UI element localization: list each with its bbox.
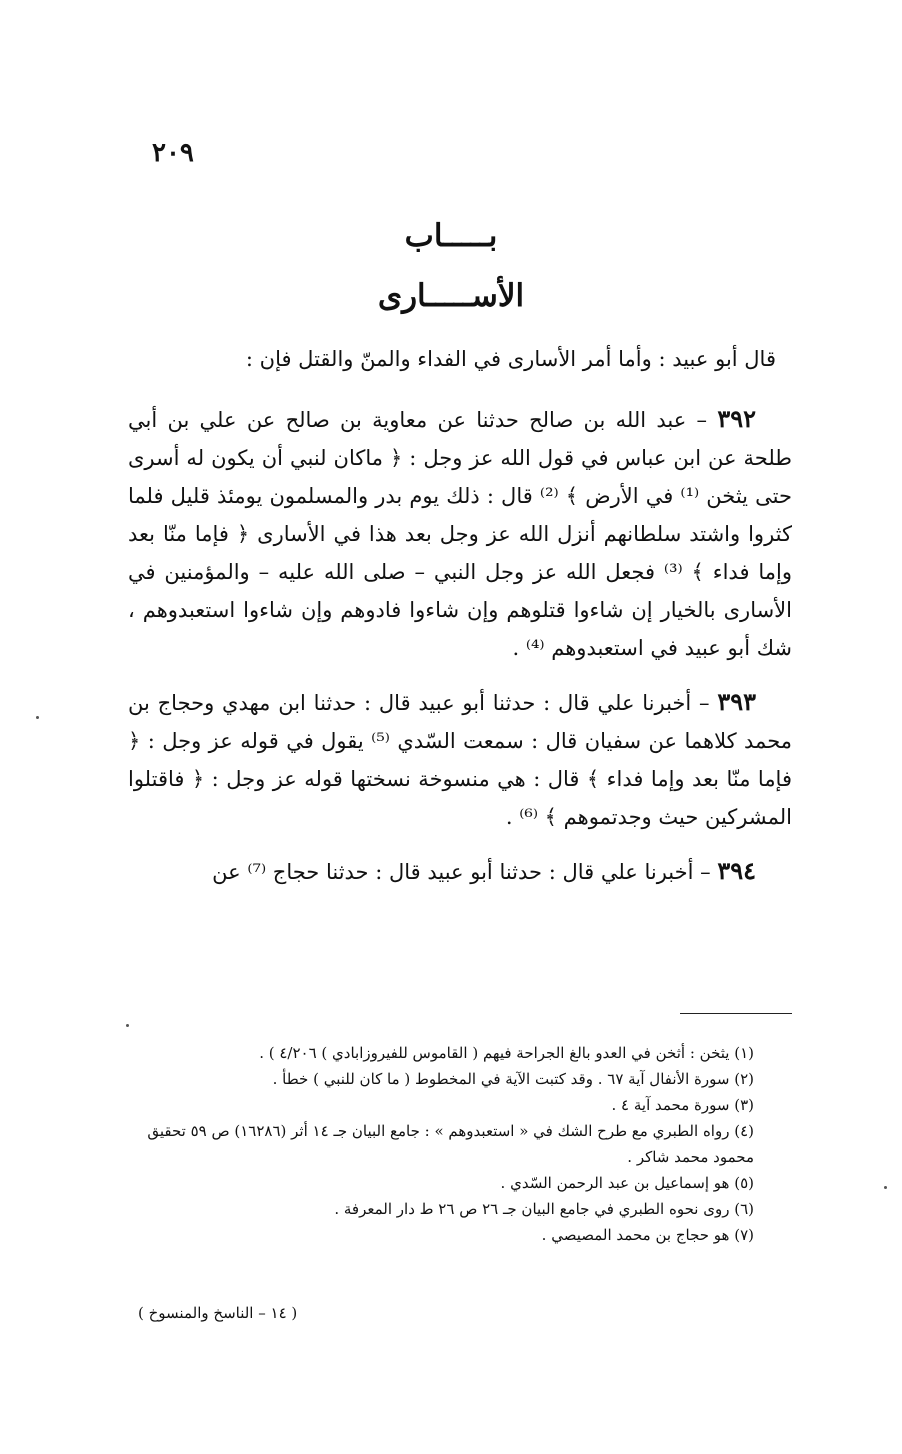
footnote: (١) يثخن : أثخن في العدو بالغ الجراحة فيهم ( القاموس للفيروزابادي ) ٤/٢٠٦ ) . bbox=[259, 1044, 754, 1062]
hadith-number: ٣٩٢ bbox=[717, 404, 756, 433]
hadith-paragraph bbox=[128, 400, 792, 667]
signature-label: ( ١٤ – الناسخ والمنسوخ ) bbox=[138, 1304, 298, 1322]
hadith-number: ٣٩٣ bbox=[717, 687, 756, 716]
hadith-paragraph bbox=[128, 852, 792, 891]
hadith-number: ٣٩٤ bbox=[717, 856, 756, 885]
scan-speck bbox=[126, 1024, 129, 1027]
intro-paragraph: قال أبو عبيد : وأما أمر الأسارى في الفداء والمنّ والقتل فإن : bbox=[245, 347, 776, 371]
main-text bbox=[128, 340, 792, 891]
page-number: ٢٠٩ bbox=[152, 138, 194, 168]
footnote: (٢) سورة الأنفال آية ٦٧ . وقد كتبت الآية في المخطوط ( ما كان للنبي ) خطأ . bbox=[272, 1070, 754, 1088]
hadith-text: – أخبرنا علي قال : حدثنا أبو عبيد قال : حدثنا حجاج ⁽⁷⁾ عن bbox=[212, 860, 718, 884]
footnotes bbox=[142, 1040, 754, 1248]
footnote: (٦) روى نحوه الطبري في جامع البيان جـ ٢٦ ص ٢٦ ط دار المعرفة . bbox=[334, 1200, 754, 1218]
footnote: (٥) هو إسماعيل بن عبد الرحمن السّدي . bbox=[500, 1174, 754, 1192]
footnote: (٤) رواه الطبري مع طرح الشك في « استعبدوهم » : جامع البيان جـ ١٤ أثر (١٦٢٨٦) ص ٥٩ تحقيق محمود محمد شاكر . bbox=[147, 1122, 754, 1166]
footnote: (٧) هو حجاج بن محمد المصيصي . bbox=[541, 1226, 754, 1244]
chapter-title: الأســـــارى bbox=[377, 278, 525, 314]
scan-speck bbox=[884, 1186, 887, 1189]
hadith-text: – عبد الله بن صالح حدثنا عن معاوية بن صالح عن علي بن أبي طلحة عن ابن عباس في قول الله عز وجل : ﴿ ماكان لنبي أن يكون له أسرى حتى يثخن ⁽¹⁾ في الأرض ﴾ ⁽²⁾ قال : ذلك يوم بدر والمسلمون يومئذ قليل فلما كثروا واشتد سلطانهم أنزل الله عز وجل بعد هذا في الأسارى ﴿ فإما منّا بعد وإما فداء ﴾ ⁽³⁾ فجعل الله عز وجل النبي – صلى الله عليه – والمؤمنين في الأسارى بالخيار إن شاءوا قتلوهم وإن شاءوا فادوهم وإن شاءوا استعبدوهم ، شك أبو عبيد في استعبدوهم ⁽⁴⁾ . bbox=[128, 408, 793, 660]
footnote: (٣) سورة محمد آية ٤ . bbox=[611, 1096, 754, 1114]
hadith-text: – أخبرنا علي قال : حدثنا أبو عبيد قال : حدثنا ابن مهدي وحجاج بن محمد كلاهما عن سفيان قال : سمعت السّدي ⁽⁵⁾ يقول في قوله عز وجل : ﴿ فإما منّا بعد وإما فداء ﴾ قال : هي منسوخة نسختها قوله عز وجل : ﴿ فاقتلوا المشركين حيث وجدتموهم ﴾ ⁽⁶⁾ . bbox=[128, 691, 792, 829]
chapter-heading: بـــــاب bbox=[404, 218, 498, 254]
hadith-paragraph bbox=[128, 683, 792, 836]
footnote-separator bbox=[680, 1013, 792, 1014]
scan-speck bbox=[36, 716, 39, 719]
